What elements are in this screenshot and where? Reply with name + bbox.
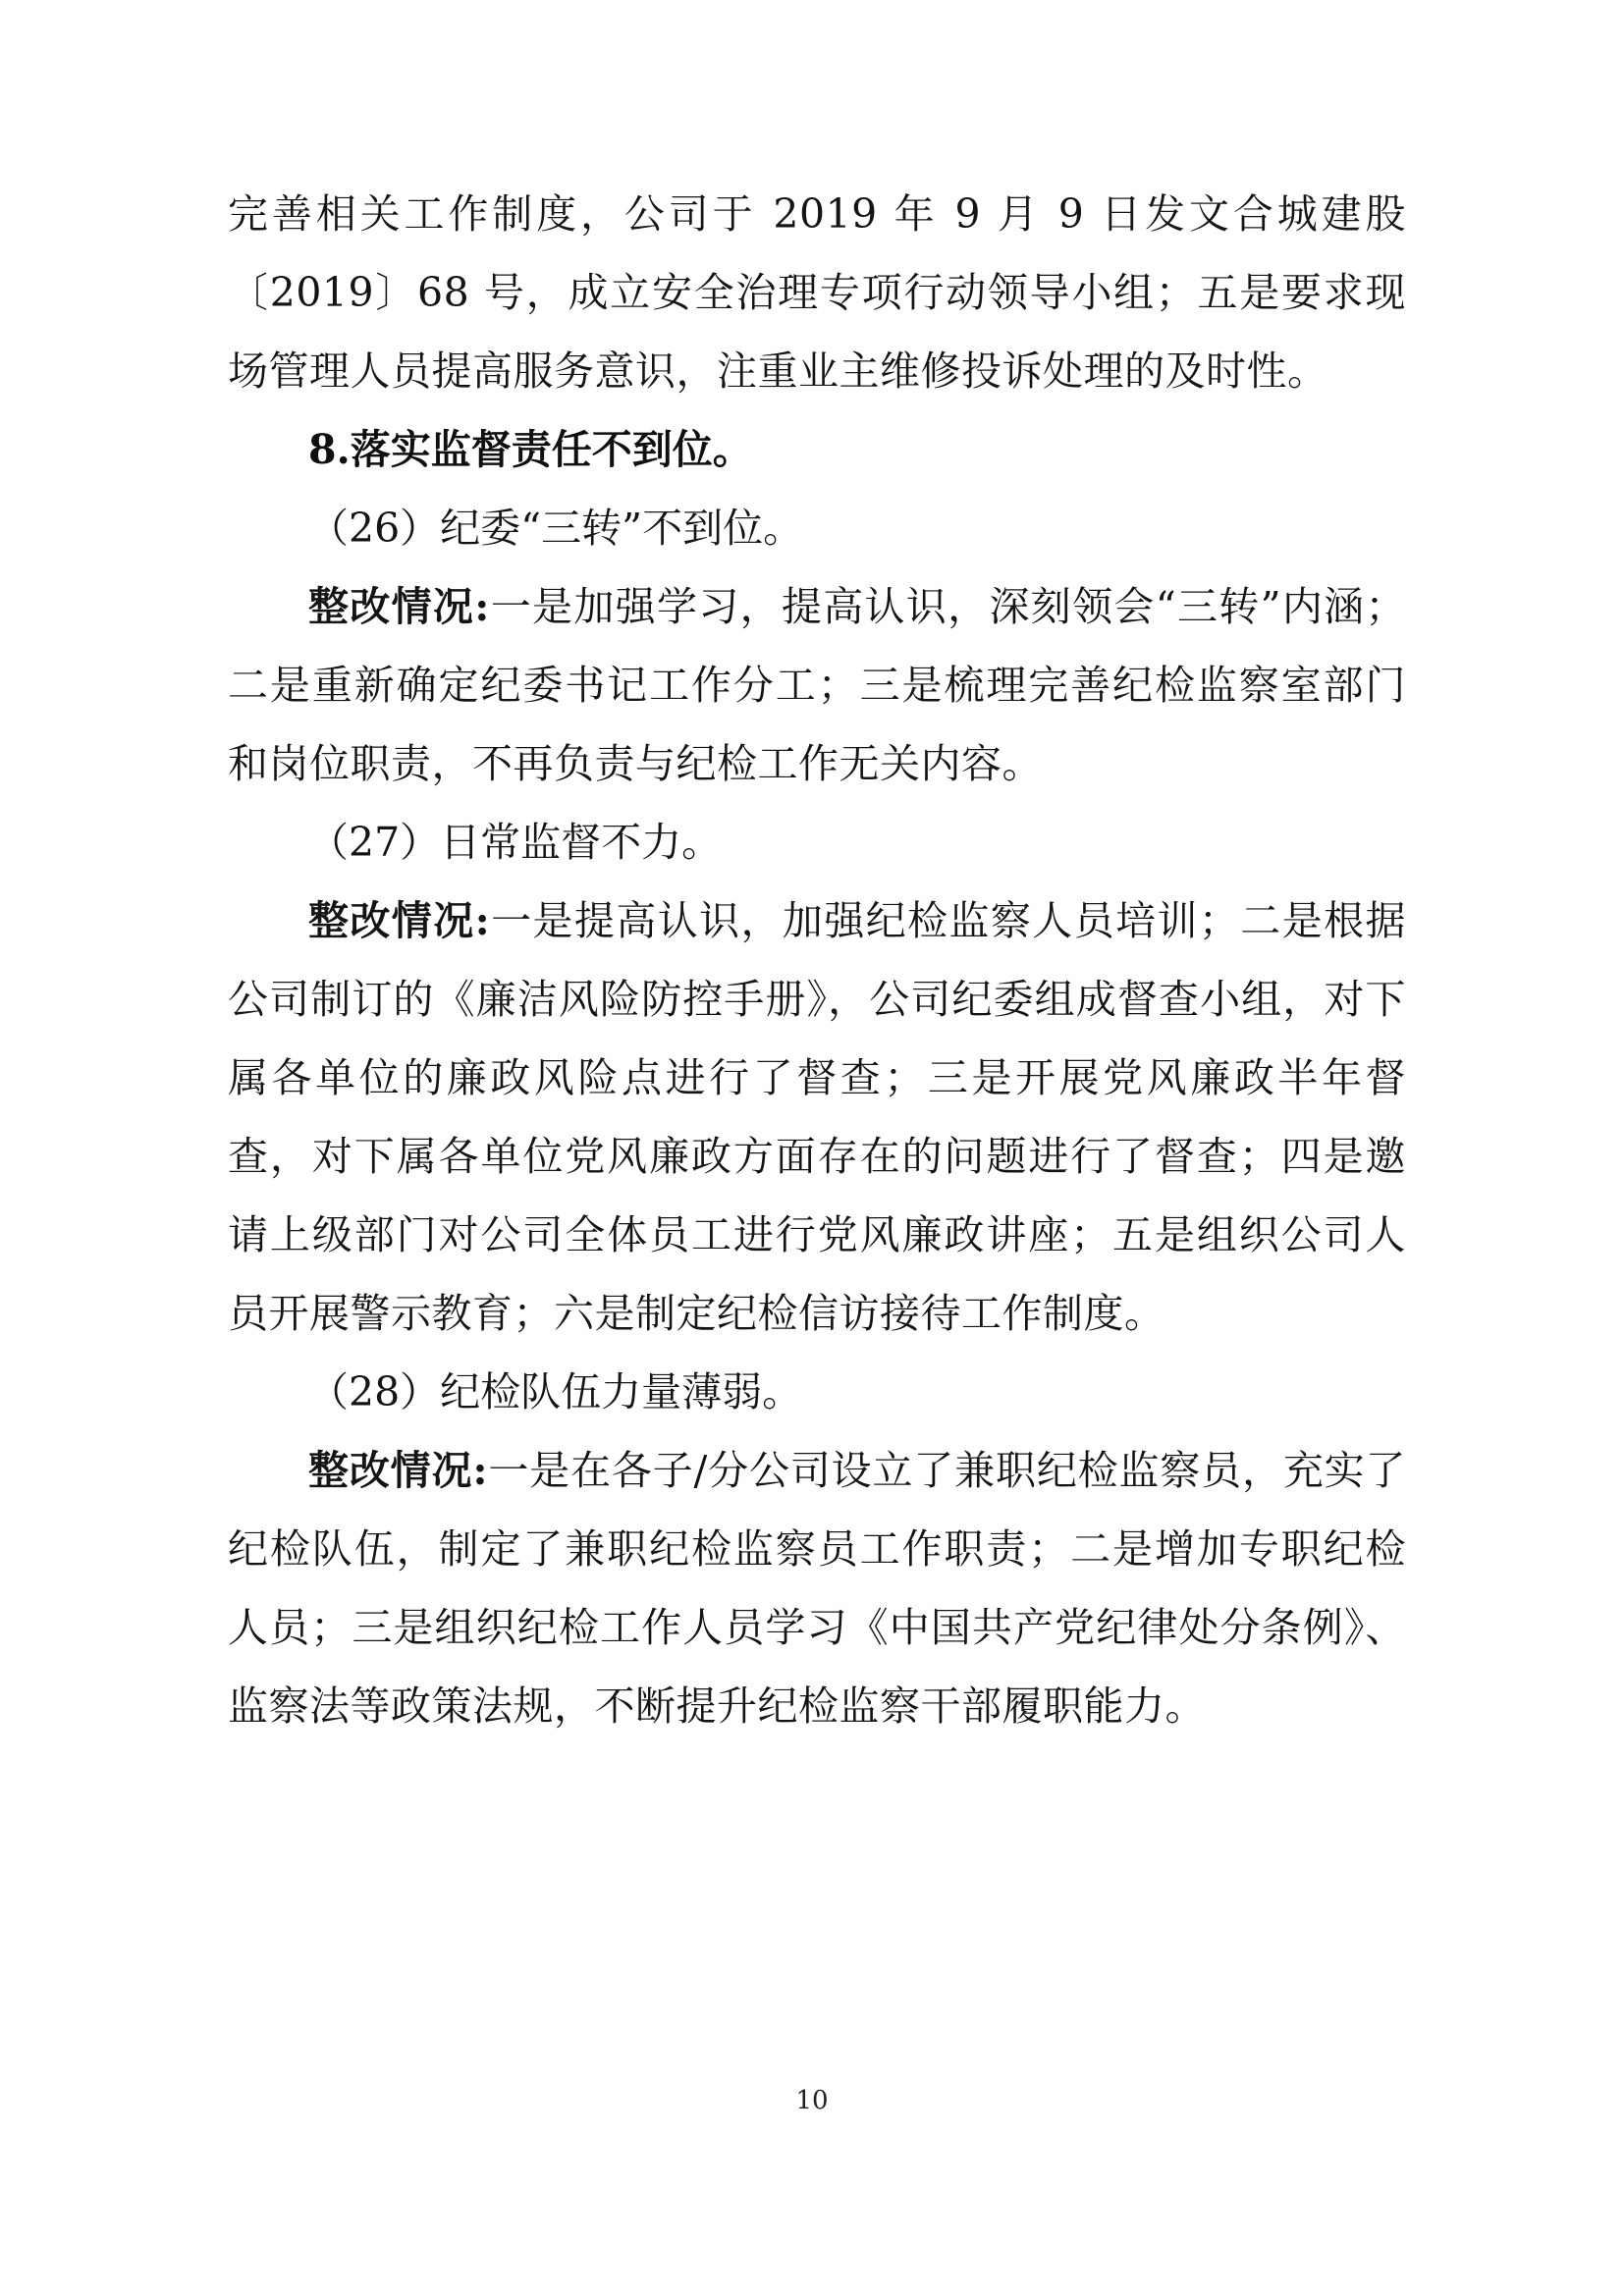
text-item-28-body: 一是在各子/分公司设立了兼职纪检监察员，充实了纪检队伍，制定了兼职纪检监察员工作职责；二是增加专职纪检人员；三是组织纪检工作人员学习《中国共产党纪律处分条例》、监察法等政策法规，不断提升纪检监察干部履职能力。 <box>228 1447 1407 1730</box>
text-item-27-body: 一是提高认识，加强纪检监察人员培训；二是根据公司制订的《廉洁风险防控手册》，公司纪委组成督查小组，对下属各单位的廉政风险点进行了督查；三是开展党风廉政半年督查，对下属各单位党风廉政方面存在的问题进行了督查；四是邀请上级部门对公司全体员工进行党风廉政讲座；五是组织公司人员开展警示教育；六是制定纪检信访接待工作制度。 <box>228 897 1406 1337</box>
page-number: 10 <box>795 2086 829 2115</box>
paragraph-item-28-body <box>228 1431 1406 1745</box>
subheading-item-27: （27）日常监督不力。 <box>308 819 723 866</box>
label-rectification-26: 整改情况: <box>308 583 490 630</box>
paragraph-item-26-body <box>228 567 1406 803</box>
section-heading-8: 8.落实监督责任不到位。 <box>308 426 753 473</box>
paragraph-continued: 完善相关工作制度，公司于 2019 年 9 月 9 日发文合城建股〔2019〕68 号，成立安全治理专项行动领导小组；五是要求现场管理人员提高服务意识，注重业主维修投诉处理的及时性。 <box>228 190 1406 395</box>
subheading-item-28: （28）纪检队伍力量薄弱。 <box>308 1368 803 1415</box>
label-rectification-28: 整改情况: <box>308 1447 488 1494</box>
document-body <box>228 175 1406 1745</box>
text-item-26-body: 一是加强学习，提高认识，深刻领会“三转”内涵；二是重新确定纪委书记工作分工；三是梳理完善纪检监察室部门和岗位职责，不再负责与纪检工作无关内容。 <box>228 583 1406 787</box>
subheading-item-26: （26）纪委“三转”不到位。 <box>308 505 804 552</box>
paragraph-item-27-body <box>228 881 1406 1353</box>
label-rectification-27: 整改情况: <box>308 897 491 944</box>
